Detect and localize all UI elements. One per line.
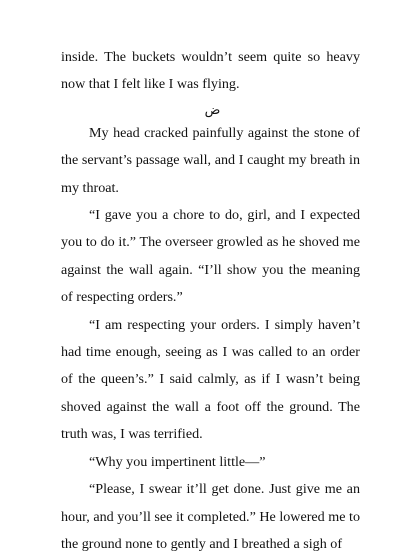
paragraph-continuation: inside. The buckets wouldn’t seem quite so heavy now that I felt like I was flying. bbox=[61, 49, 360, 93]
paragraph: My head cracked painfully against the stone of the servant’s passage wall, and I caught my breath in my throat. bbox=[61, 124, 360, 196]
paragraph: “Why you impertinent little—” bbox=[89, 453, 266, 470]
paragraph: “I am respecting your orders. I simply haven’t had time enough, seeing as I was called to an order of the queen’s.” I said calmly, as if I wasn’t being shoved against the wall a foot off the ground. The truth was, I was terrified. bbox=[61, 316, 360, 443]
paragraph: “I gave you a chore to do, girl, and I expected you to do it.” The overseer growled as he shoved me against the wall again. “I’ll show you the meaning of respecting orders.” bbox=[61, 207, 360, 306]
book-page bbox=[61, 44, 360, 558]
paragraph-last: “Please, I swear it’ll get done. Just give me an hour, and you’ll see it completed.” He lowered me to the ground none to gently and I breathed a sigh of bbox=[61, 481, 360, 552]
scene-break-ornament: ض bbox=[204, 101, 221, 117]
